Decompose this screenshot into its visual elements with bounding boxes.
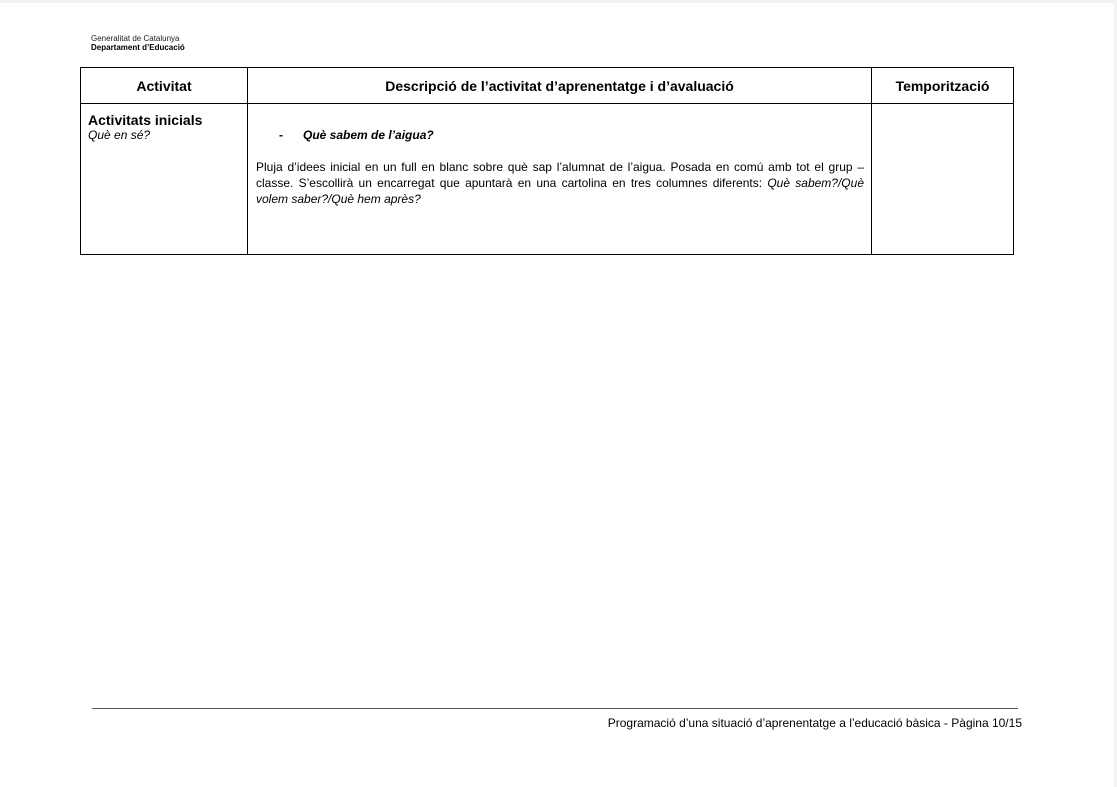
timing-cell [872,104,1014,255]
table-header-row [81,68,1014,104]
table-row [81,104,1014,255]
activity-cell [81,104,248,255]
column-header-descripcio: Descripció de l’activitat d’aprenentatge i d’avaluació [248,68,872,104]
description-text: Pluja d’idees inicial en un full en blanc sobre què sap l’alumnat de l’aigua. Posada en comú amb tot el grup – classe. S’escollirà un encarregat que apuntarà en una cartolina en tres columnes diferents: [256,160,864,190]
activity-title: Activitats inicials [88,112,203,128]
header-dept: Departament d’Educació [91,43,185,52]
page-top-edge [0,0,1117,3]
question-text: Què sabem de l’aigua? [303,128,434,142]
activities-table [80,67,1014,255]
column-header-activitat: Activitat [81,68,248,104]
document-header [91,34,185,52]
description-paragraph [256,159,864,207]
column-header-temporitzacio: Temporització [872,68,1014,104]
header-org: Generalitat de Catalunya [91,34,180,43]
dash-bullet: - [279,128,283,142]
footer-page-info: Programació d’una situació d’aprenentatge a l’educació bàsica - Pàgina 10/15 [607,716,1022,730]
footer-divider [92,708,1018,709]
description-cell [248,104,872,255]
description-italic-text: Què sabem?/Què volem saber?/Què hem après? [256,176,864,206]
question-bullet [279,128,864,142]
activity-subtitle: Què en sé? [88,128,151,142]
